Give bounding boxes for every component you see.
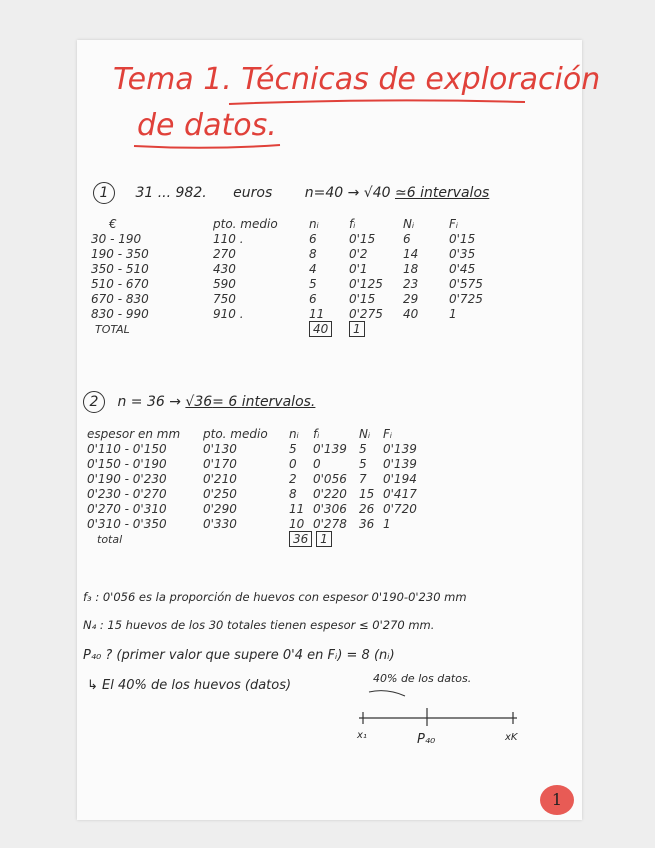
table-cell: 6 — [309, 291, 317, 306]
table-cell: 0'417 — [383, 486, 417, 501]
table-cell: 350 - 510 — [91, 261, 149, 276]
table-cell: 0'306 — [313, 501, 347, 516]
table-cell: 0'230 - 0'270 — [87, 486, 167, 501]
table-cell: 510 - 670 — [91, 276, 149, 291]
table-row — [91, 306, 495, 321]
brace-label: 40% de los datos. — [373, 672, 472, 685]
section-1-root: √40 — [363, 185, 391, 201]
table-cell: 0'220 — [313, 486, 347, 501]
table-cell: 0'720 — [383, 501, 417, 516]
table-cell: 5 — [289, 441, 297, 456]
table-cell: 670 - 830 — [91, 291, 149, 306]
table-cell: 0'15 — [449, 231, 476, 246]
table-cell: 36 — [359, 516, 375, 531]
table-cell: 10 — [289, 516, 305, 531]
table-cell: 590 — [213, 276, 236, 291]
table-cell: 830 - 990 — [91, 306, 149, 321]
table-cell: 0'45 — [449, 261, 476, 276]
table-row — [91, 291, 495, 306]
section-2-number: 2 — [83, 391, 105, 413]
table-cell: 110 . — [213, 231, 244, 246]
table-cell: 190 - 350 — [91, 246, 149, 261]
table-cell: 0'278 — [313, 516, 347, 531]
table-cell: 270 — [213, 246, 236, 261]
section-2-header — [83, 391, 315, 413]
table-cell: 6 — [403, 231, 411, 246]
total-n-box: 36 — [289, 531, 312, 547]
table-cell: 910 . — [213, 306, 244, 321]
title-line-1: Tema 1. Técnicas de exploración — [113, 62, 601, 97]
table-cell: 7 — [359, 471, 367, 486]
table-cell: 11 — [309, 306, 325, 321]
col-header: fᵢ — [313, 426, 320, 441]
total-f-box: 1 — [316, 531, 332, 547]
col-header: Fᵢ — [383, 426, 393, 441]
table-cell: 0'35 — [449, 246, 476, 261]
table-cell: 0'150 - 0'190 — [87, 456, 167, 471]
table-cell: 0'110 - 0'150 — [87, 441, 167, 456]
total-label: total — [97, 532, 123, 546]
table-cell: 18 — [403, 261, 419, 276]
table-cell: 0'15 — [349, 231, 376, 246]
table-cell: 0'139 — [383, 441, 417, 456]
table-row — [87, 441, 429, 456]
section-1-n: n=40 → — [304, 185, 360, 201]
table-cell: 0'270 - 0'310 — [87, 501, 167, 516]
table-row — [87, 471, 429, 486]
table-cell: 6 — [309, 231, 317, 246]
axis-label-xk: xK — [505, 732, 518, 743]
table-cell: 0'330 — [203, 516, 237, 531]
frequency-table-1 — [91, 216, 495, 337]
col-header: pto. medio — [213, 216, 278, 231]
table-row — [87, 501, 429, 516]
col-header: fᵢ — [349, 216, 356, 231]
note-f3: f₃ : 0'056 es la proporción de huevos con espesor 0'190-0'230 mm — [83, 590, 467, 604]
section-1-intervals: ≃6 intervalos — [394, 185, 490, 201]
section-2-intervals: = 6 intervalos. — [212, 394, 316, 410]
table-cell: 1 — [449, 306, 457, 321]
table-1-header — [91, 216, 495, 231]
table-cell: 0'056 — [313, 471, 347, 486]
table-cell: 0'310 - 0'350 — [87, 516, 167, 531]
table-cell: 15 — [359, 486, 375, 501]
notebook-page — [77, 40, 601, 820]
note-n4: N₄ : 15 huevos de los 30 totales tienen espesor ≤ 0'270 mm. — [83, 618, 435, 632]
table-2-total-row — [87, 531, 429, 547]
table-cell: 0'15 — [349, 291, 376, 306]
table-cell: 8 — [289, 486, 297, 501]
title-underline-2 — [132, 140, 282, 152]
table-cell: 0'2 — [349, 246, 368, 261]
table-cell: 0'125 — [349, 276, 383, 291]
col-header: espesor en mm — [87, 426, 181, 441]
col-header: nᵢ — [289, 426, 299, 441]
title-underline-1 — [227, 96, 527, 108]
table-row — [91, 231, 495, 246]
table-cell: 0'290 — [203, 501, 237, 516]
title-line-2: de datos. — [137, 108, 277, 143]
col-header: Fᵢ — [449, 216, 459, 231]
section-1-range: 31 ... 982. — [135, 185, 207, 201]
table-cell: 430 — [213, 261, 236, 276]
col-header: Nᵢ — [403, 216, 415, 231]
axis-label-x1: x₁ — [357, 730, 367, 741]
brace-mark — [369, 691, 405, 696]
col-header: nᵢ — [309, 216, 319, 231]
table-cell: 30 - 190 — [91, 231, 142, 246]
table-cell: 0'139 — [313, 441, 347, 456]
table-cell: 29 — [403, 291, 419, 306]
axis-label-p40: P₄₀ — [417, 732, 436, 747]
col-header: € — [109, 216, 117, 231]
table-cell: 750 — [213, 291, 236, 306]
table-cell: 0 — [313, 456, 321, 471]
table-row — [87, 456, 429, 471]
table-cell: 0'139 — [383, 456, 417, 471]
table-cell: 0'275 — [349, 306, 383, 321]
frequency-table-2 — [87, 426, 429, 547]
table-cell: 40 — [403, 306, 419, 321]
table-cell: 11 — [289, 501, 305, 516]
col-header: pto. medio — [203, 426, 268, 441]
number-line-sketch — [347, 688, 527, 738]
table-1-total-row — [91, 321, 495, 337]
table-cell: 0'130 — [203, 441, 237, 456]
note-p40: P₄₀ ? (primer valor que supere 0'4 en Fᵢ) = 8 (nᵢ) — [83, 648, 395, 663]
table-cell: 23 — [403, 276, 419, 291]
table-cell: 5 — [359, 441, 367, 456]
note-arrow: ↳ El 40% de los huevos (datos) — [87, 678, 292, 693]
table-cell: 0'575 — [449, 276, 483, 291]
table-cell: 26 — [359, 501, 375, 516]
table-cell: 0'1 — [349, 261, 368, 276]
total-label: TOTAL — [95, 322, 130, 336]
table-cell: 0'170 — [203, 456, 237, 471]
table-row — [91, 246, 495, 261]
table-cell: 5 — [309, 276, 317, 291]
total-f-box: 1 — [349, 321, 365, 337]
table-2-header — [87, 426, 429, 441]
table-cell: 2 — [289, 471, 297, 486]
table-cell: 4 — [309, 261, 317, 276]
table-row — [91, 276, 495, 291]
col-header: Nᵢ — [359, 426, 371, 441]
table-cell: 0 — [289, 456, 297, 471]
table-cell: 0'725 — [449, 291, 483, 306]
table-cell: 14 — [403, 246, 419, 261]
section-1-number: 1 — [93, 182, 115, 204]
table-cell: 0'250 — [203, 486, 237, 501]
section-1-header — [93, 182, 489, 204]
table-cell: 0'194 — [383, 471, 417, 486]
section-2-root: √36 — [185, 394, 213, 410]
table-cell: 0'210 — [203, 471, 237, 486]
table-row — [87, 486, 429, 501]
table-cell: 8 — [309, 246, 317, 261]
section-1-unit: euros — [233, 185, 273, 201]
table-cell: 5 — [359, 456, 367, 471]
table-row — [87, 516, 429, 531]
table-row — [91, 261, 495, 276]
page-number-badge: 1 — [540, 785, 574, 815]
section-2-n: n = 36 → — [117, 394, 181, 410]
table-cell: 0'190 - 0'230 — [87, 471, 167, 486]
table-cell: 1 — [383, 516, 391, 531]
total-n-box: 40 — [309, 321, 332, 337]
